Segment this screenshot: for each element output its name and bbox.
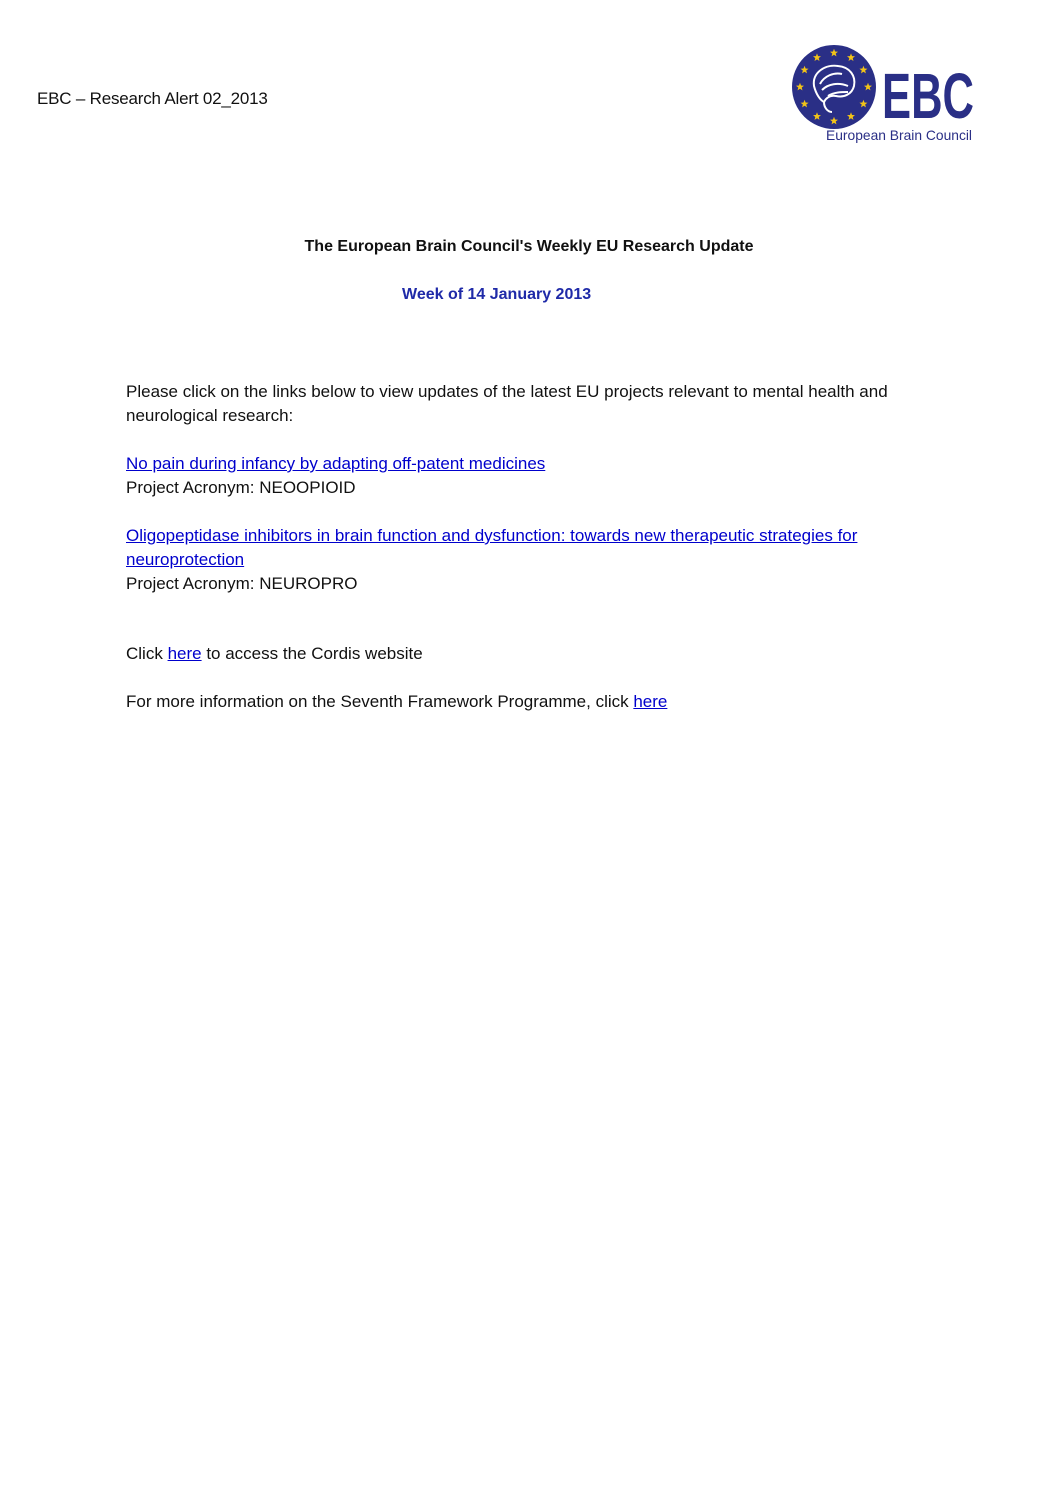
project-link-neoopioid[interactable]: No pain during infancy by adapting off-patent medicines [126, 454, 546, 473]
page-title-text: The European Brain Council's Weekly EU Research Update [304, 238, 754, 255]
project-item [126, 452, 926, 500]
ebc-logo [790, 40, 980, 148]
fp7-paragraph [126, 690, 926, 714]
intro-paragraph: Please click on the links below to view updates of the latest EU projects relevant to mental health and neurological research: [126, 382, 888, 425]
logo-letters: EBC [882, 60, 974, 132]
cordis-suffix: to access the Cordis website [201, 644, 423, 663]
document-body [126, 380, 926, 714]
logo-tagline: European Brain Council [826, 127, 972, 143]
week-label: Week of 14 January 2013 [402, 286, 592, 303]
ebc-logo-graphic [790, 40, 980, 148]
logo-circle [792, 45, 876, 129]
fp7-prefix: For more information on the Seventh Framework Programme, click [126, 692, 634, 711]
document-reference: EBC – Research Alert 02_2013 [37, 89, 268, 108]
page-title [0, 238, 1058, 256]
project-item [126, 524, 926, 596]
project-link-neuropro[interactable]: Oligopeptidase inhibitors in brain function and dysfunction: towards new therapeutic strategies for neuroprotection [126, 526, 858, 569]
fp7-link[interactable]: here [633, 692, 668, 711]
cordis-prefix: Click [126, 644, 168, 663]
project-acronym: Project Acronym: NEOOPIOID [126, 478, 356, 497]
cordis-link[interactable]: here [167, 644, 202, 663]
cordis-paragraph [126, 642, 926, 666]
project-acronym: Project Acronym: NEUROPRO [126, 574, 358, 593]
